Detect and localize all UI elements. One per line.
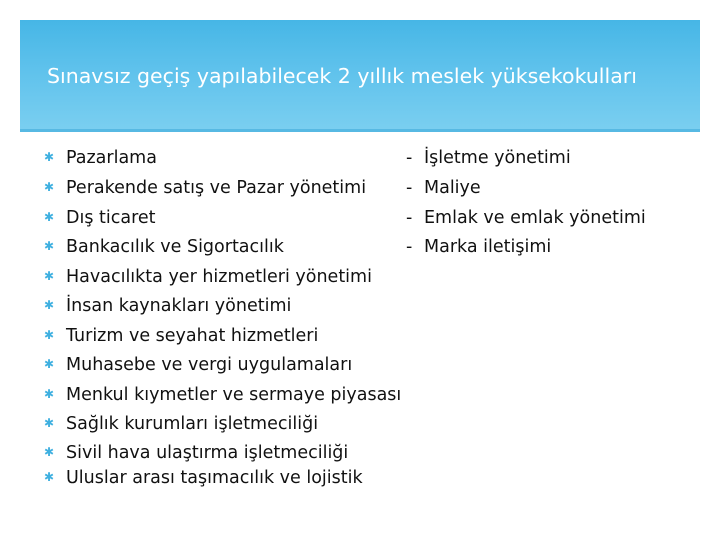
dash-marker: - (406, 237, 413, 257)
asterisk-bullet-icon: ✱ (44, 269, 55, 283)
list-item-text: Sivil hava ulaştırma işletmeciliği (66, 443, 349, 463)
list-item-text: Menkul kıymetler ve sermaye piyasası (66, 385, 402, 405)
asterisk-bullet-icon: ✱ (44, 387, 55, 401)
list-item-text: Pazarlama (66, 148, 157, 168)
list-item-text: Dış ticaret (66, 208, 156, 228)
list-item-text: Bankacılık ve Sigortacılık (66, 237, 284, 257)
right-list-item-text: Maliye (424, 178, 481, 198)
list-item-text: İnsan kaynakları yönetimi (66, 296, 292, 316)
asterisk-bullet-icon: ✱ (44, 416, 55, 430)
list-item-text: Turizm ve seyahat hizmetleri (66, 326, 319, 346)
asterisk-bullet-icon: ✱ (44, 357, 55, 371)
asterisk-bullet-icon: ✱ (44, 150, 55, 164)
right-list-item-text: Marka iletişimi (424, 237, 552, 257)
list-item-text: Havacılıkta yer hizmetleri yönetimi (66, 267, 372, 287)
asterisk-bullet-icon: ✱ (44, 239, 55, 253)
list-item-text: Sağlık kurumları işletmeciliği (66, 414, 319, 434)
list-item-text: Uluslar arası taşımacılık ve lojistik (66, 468, 363, 488)
asterisk-bullet-icon: ✱ (44, 298, 55, 312)
slide-title: Sınavsız geçiş yapılabilecek 2 yıllık meslek yüksekokulları (47, 64, 637, 88)
dash-marker: - (406, 178, 413, 198)
list-item-text: Perakende satış ve Pazar yönetimi (66, 178, 367, 198)
asterisk-bullet-icon: ✱ (44, 470, 55, 484)
asterisk-bullet-icon: ✱ (44, 328, 55, 342)
asterisk-bullet-icon: ✱ (44, 180, 55, 194)
list-item-text: Muhasebe ve vergi uygulamaları (66, 355, 353, 375)
asterisk-bullet-icon: ✱ (44, 445, 55, 459)
asterisk-bullet-icon: ✱ (44, 210, 55, 224)
title-banner (20, 20, 700, 132)
right-list-item-text: İşletme yönetimi (424, 148, 571, 168)
dash-marker: - (406, 208, 413, 228)
dash-marker: - (406, 148, 413, 168)
right-list-item-text: Emlak ve emlak yönetimi (424, 208, 646, 228)
